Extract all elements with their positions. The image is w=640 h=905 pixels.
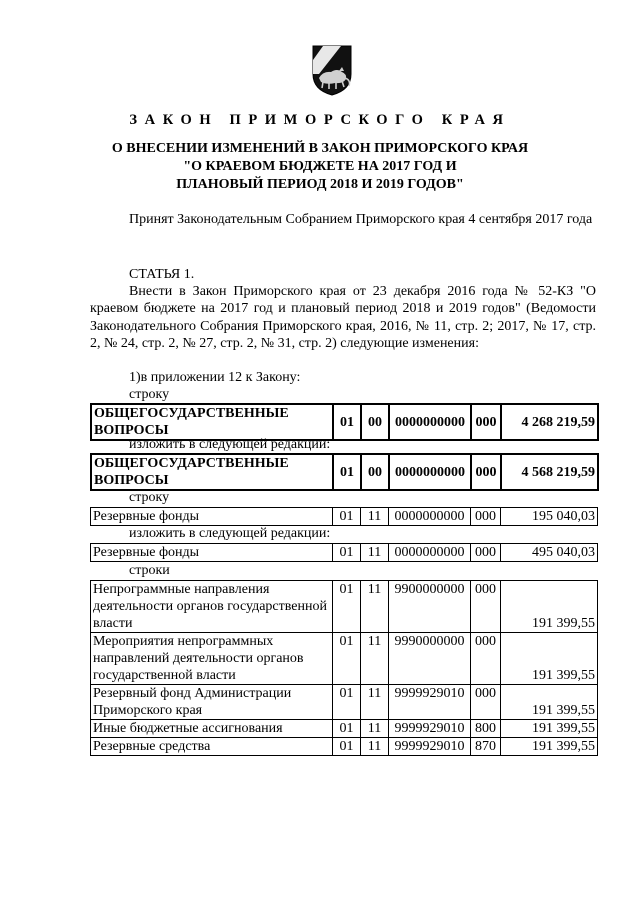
- item-1: 1)в приложении 12 к Закону:: [129, 370, 301, 385]
- cell-target-article: 0000000000: [389, 544, 471, 562]
- cell-section: 01: [333, 544, 361, 562]
- cell-subsection: 11: [361, 685, 389, 720]
- cell-subsection: 00: [361, 454, 389, 490]
- table-row: [91, 404, 598, 440]
- cell-target-article: 9990000000: [389, 633, 471, 685]
- cell-expense-type: 000: [471, 544, 501, 562]
- cell-name: ОБЩЕГОСУДАРСТВЕННЫЕ ВОПРОСЫ: [91, 404, 333, 440]
- adoption-statement: Принят Законодательным Собранием Приморского края 4 сентября 2017 года: [129, 212, 593, 227]
- cell-target-article: 9999929010: [389, 720, 471, 738]
- cell-subsection: 11: [361, 508, 389, 526]
- cell-expense-type: 000: [471, 685, 501, 720]
- cell-subsection: 11: [361, 544, 389, 562]
- cell-expense-type: 870: [471, 738, 501, 756]
- cell-name: Иные бюджетные ассигнования: [91, 720, 333, 738]
- cell-amount: 195 040,03: [501, 508, 598, 526]
- cell-amount: 495 040,03: [501, 544, 598, 562]
- subtitle-line: "О КРАЕВОМ БЮДЖЕТЕ НА 2017 ГОД И: [183, 159, 457, 174]
- cell-expense-type: 000: [471, 581, 501, 633]
- table-row: [91, 685, 598, 720]
- cell-target-article: 0000000000: [389, 508, 471, 526]
- cell-section: 01: [333, 454, 361, 490]
- cell-section: 01: [333, 720, 361, 738]
- cell-amount: 4 568 219,59: [501, 454, 598, 490]
- cell-name: ОБЩЕГОСУДАРСТВЕННЫЕ ВОПРОСЫ: [91, 454, 333, 490]
- cell-section: 01: [333, 738, 361, 756]
- cell-subsection: 11: [361, 581, 389, 633]
- cell-target-article: 0000000000: [389, 404, 471, 440]
- cell-subsection: 11: [361, 720, 389, 738]
- cell-section: 01: [333, 404, 361, 440]
- cell-expense-type: 800: [471, 720, 501, 738]
- table-row: [91, 508, 598, 526]
- cell-name: Непрограммные направления деятельности органов государственной власти: [91, 581, 333, 633]
- label-rows-plural: строки: [129, 563, 170, 578]
- cell-target-article: 9999929010: [389, 685, 471, 720]
- table-row: [91, 581, 598, 633]
- cell-expense-type: 000: [471, 404, 501, 440]
- cell-section: 01: [333, 685, 361, 720]
- cell-section: 01: [333, 508, 361, 526]
- budget-table-new-general: [90, 453, 599, 491]
- table-row: [91, 738, 598, 756]
- table-row: [91, 633, 598, 685]
- cell-target-article: 9999929010: [389, 738, 471, 756]
- table-row: [91, 544, 598, 562]
- subtitle-line: ПЛАНОВЫЙ ПЕРИОД 2018 И 2019 ГОДОВ": [176, 177, 464, 192]
- cell-subsection: 00: [361, 404, 389, 440]
- cell-subsection: 11: [361, 633, 389, 685]
- article-body: Внести в Закон Приморского края от 23 декабря 2016 года № 52-КЗ "О краевом бюджете на 2017 год и плановый период 2018 и 2019 годов" (Ведомости Законодательного Собрания Приморского края, 2016, № 11, стр. 2; 2017, № 17, стр. 2, № 24, стр. 2, № 27, стр. 2, № 31, стр. 2) следующие изменения:: [90, 284, 596, 352]
- cell-amount: 191 399,55: [501, 720, 598, 738]
- cell-section: 01: [333, 581, 361, 633]
- cell-name: Резервные средства: [91, 738, 333, 756]
- cell-section: 01: [333, 633, 361, 685]
- cell-amount: 191 399,55: [501, 685, 598, 720]
- label-replace: изложить в следующей редакции:: [129, 437, 331, 452]
- budget-table-reserve-detail: [90, 580, 598, 756]
- budget-table-old-reserve: [90, 507, 598, 526]
- cell-name: Резервный фонд Администрации Приморского края: [91, 685, 333, 720]
- budget-table-new-reserve: [90, 543, 598, 562]
- cell-expense-type: 000: [471, 633, 501, 685]
- cell-subsection: 11: [361, 738, 389, 756]
- cell-target-article: 0000000000: [389, 454, 471, 490]
- cell-name: Резервные фонды: [91, 544, 333, 562]
- table-row: [91, 454, 598, 490]
- cell-amount: 4 268 219,59: [501, 404, 598, 440]
- cell-name: Мероприятия непрограммных направлений деятельности органов государственной власти: [91, 633, 333, 685]
- table-row: [91, 720, 598, 738]
- article-heading: СТАТЬЯ 1.: [129, 267, 195, 282]
- cell-target-article: 9900000000: [389, 581, 471, 633]
- label-row-single: строку: [129, 387, 170, 402]
- cell-amount: 191 399,55: [501, 633, 598, 685]
- cell-name: Резервные фонды: [91, 508, 333, 526]
- subtitle-line: О ВНЕСЕНИИ ИЗМЕНЕНИЙ В ЗАКОН ПРИМОРСКОГО КРАЯ: [111, 141, 529, 156]
- label-row-single: строку: [129, 490, 170, 505]
- cell-expense-type: 000: [471, 454, 501, 490]
- law-title: ЗАКОН ПРИМОРСКОГО КРАЯ: [129, 112, 511, 128]
- cell-expense-type: 000: [471, 508, 501, 526]
- label-replace: изложить в следующей редакции:: [129, 526, 331, 541]
- cell-amount: 191 399,55: [501, 581, 598, 633]
- cell-amount: 191 399,55: [501, 738, 598, 756]
- law-subtitle: [60, 140, 580, 194]
- primorsky-coat-of-arms-icon: [309, 44, 355, 96]
